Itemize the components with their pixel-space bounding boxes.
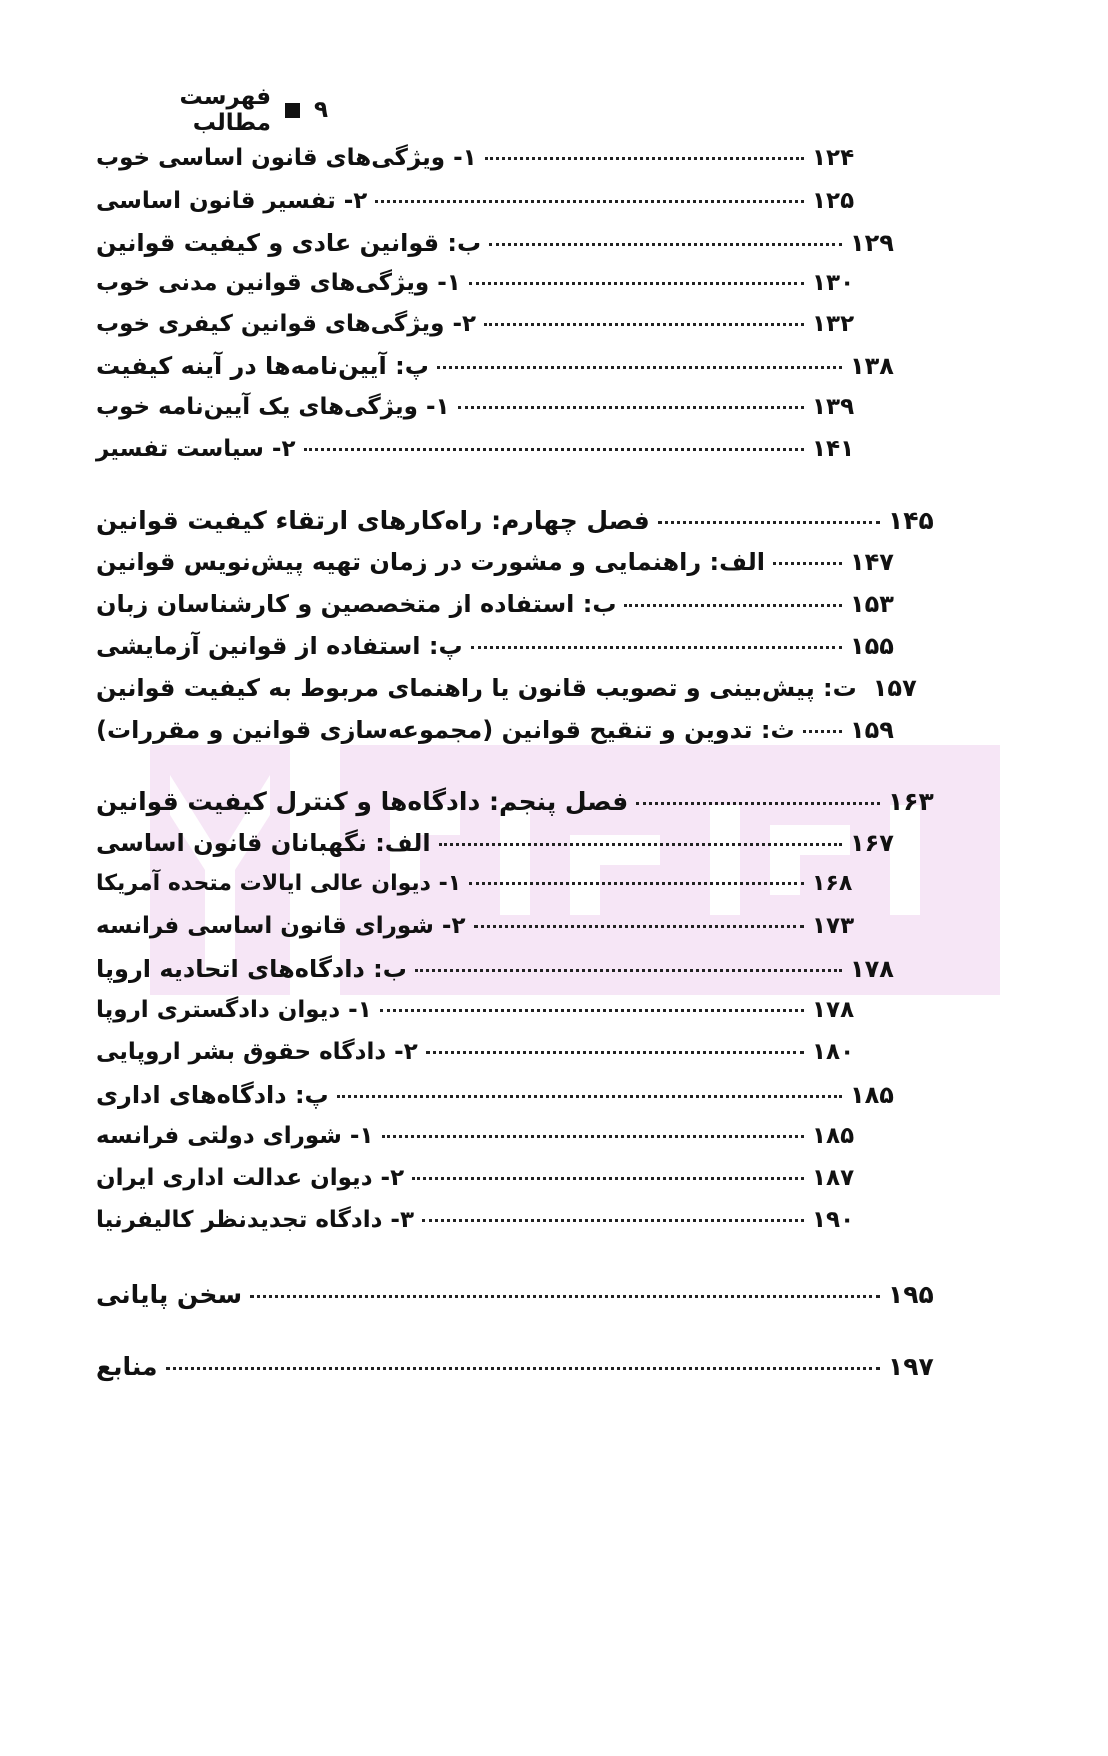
toc-entry[interactable] — [96, 1352, 940, 1381]
toc-entry[interactable] — [96, 1207, 864, 1233]
toc-entry[interactable] — [96, 1039, 864, 1065]
toc-entry[interactable] — [96, 913, 864, 939]
toc-entry[interactable] — [96, 871, 864, 896]
toc-entry[interactable] — [96, 674, 917, 702]
toc-entry-title: ث: تدوین و تنقیح قوانین (مجموعه‌سازی قوانین و مقررات) — [96, 716, 795, 744]
dot-leader — [439, 843, 842, 846]
toc-entry-page: ۱۶۸ — [812, 871, 853, 896]
toc-entry-page: ۱۵۹ — [850, 716, 894, 744]
dot-leader — [469, 282, 804, 285]
dot-leader — [415, 969, 842, 972]
dot-leader — [382, 1135, 805, 1138]
toc-entry-title: ت: پیش‌بینی و تصویب قانون یا راهنمای مربوط به کیفیت قوانین — [96, 674, 857, 702]
header-title: فهرست مطالب — [179, 84, 272, 136]
toc-entry-title: ۲- دادگاه حقوق بشر اروپایی — [96, 1039, 418, 1065]
toc-entry-page: ۱۸۵ — [812, 1123, 855, 1149]
dot-leader — [803, 730, 842, 733]
toc-entry[interactable] — [96, 632, 902, 660]
dot-leader — [412, 1177, 804, 1180]
toc-entry[interactable] — [96, 188, 864, 214]
toc-entry-title: ۲- شورای قانون اساسی فرانسه — [96, 913, 466, 939]
dot-leader — [304, 448, 804, 451]
toc-entry-title: ۱- دیوان عالی ایالات متحده آمریکا — [96, 871, 462, 896]
dot-leader — [485, 157, 804, 160]
toc-entry[interactable] — [96, 716, 902, 744]
toc-entry-page: ۱۳۰ — [812, 270, 855, 296]
toc-entry-title: ۲- سیاست تفسیر — [96, 436, 296, 462]
dot-leader — [437, 366, 842, 369]
toc-entry[interactable] — [96, 548, 902, 576]
toc-entry-page: ۱۳۸ — [850, 352, 894, 380]
toc-entry[interactable] — [96, 229, 902, 257]
toc-entry[interactable] — [96, 352, 902, 380]
toc-entry-title: ب: قوانین عادی و کیفیت قوانین — [96, 229, 482, 257]
toc-entry-page: ۱۶۷ — [850, 829, 894, 857]
toc-entry-title: ۱- دیوان دادگستری اروپا — [96, 997, 372, 1023]
toc-entry[interactable] — [96, 787, 940, 816]
toc-entry[interactable] — [96, 506, 940, 535]
toc-entry-page: ۱۴۱ — [812, 436, 855, 462]
toc-entry-page: ۱۵۳ — [850, 590, 894, 618]
toc-entry-page: ۱۸۵ — [850, 1081, 894, 1109]
dot-leader — [380, 1009, 804, 1012]
toc-entry-page: ۱۳۲ — [812, 311, 855, 337]
toc-entry[interactable] — [96, 145, 864, 171]
dot-leader — [469, 882, 804, 885]
toc-entry-title: الف: نگهبانان قانون اساسی — [96, 829, 431, 857]
dot-leader — [375, 200, 804, 203]
toc-entry-title: ۱- ویژگی‌های قوانین مدنی خوب — [96, 270, 461, 296]
toc-entry-title: ۲- تفسیر قانون اساسی — [96, 188, 368, 214]
dot-leader — [422, 1219, 804, 1222]
toc-entry-title: پ: دادگاه‌های اداری — [96, 1081, 329, 1109]
toc-entry-title: ۱- ویژگی‌های قانون اساسی خوب — [96, 145, 477, 171]
toc-entry-page: ۱۶۳ — [888, 787, 934, 816]
toc-entry-page: ۱۸۷ — [812, 1165, 855, 1191]
toc-entry-page: ۱۸۰ — [812, 1039, 855, 1065]
toc-entry[interactable] — [96, 1081, 902, 1109]
dot-leader — [484, 323, 804, 326]
toc-entry-page: ۱۲۴ — [812, 145, 855, 171]
toc-entry[interactable] — [96, 1280, 940, 1309]
dot-leader — [458, 406, 804, 409]
toc-entry-page: ۱۲۹ — [850, 229, 894, 257]
toc-entry-title: ب: استفاده از متخصصین و کارشناسان زبان — [96, 590, 617, 618]
dot-leader — [166, 1367, 880, 1370]
toc-entry-page: ۱۵۵ — [850, 632, 894, 660]
toc-entry-title: فصل چهارم: راه‌کارهای ارتقاء کیفیت قوانین — [96, 506, 650, 535]
toc-entry[interactable] — [96, 270, 864, 296]
toc-entry-page: ۱۵۷ — [872, 674, 917, 702]
toc-entry[interactable] — [96, 311, 864, 337]
toc-entry-title: ۱- ویژگی‌های یک آیین‌نامه خوب — [96, 394, 450, 420]
dot-leader — [471, 646, 842, 649]
toc-entry-title: فصل پنجم: دادگاه‌ها و کنترل کیفیت قوانین — [96, 787, 629, 816]
dot-leader — [773, 562, 842, 565]
toc-entry-title: ب: دادگاه‌های اتحادیه اروپا — [96, 955, 407, 983]
toc-entry-title: پ: استفاده از قوانین آزمایشی — [96, 632, 463, 660]
toc-entry[interactable] — [96, 829, 902, 857]
toc-entry-page: ۱۷۸ — [812, 997, 855, 1023]
toc-entry[interactable] — [96, 436, 864, 462]
toc-entry-title: سخن پایانی — [96, 1280, 243, 1309]
dot-leader — [658, 521, 880, 524]
toc-entry-title: ۲- دیوان عدالت اداری ایران — [96, 1165, 405, 1191]
toc-entry-title: ۱- شورای دولتی فرانسه — [96, 1123, 374, 1149]
toc-entry[interactable] — [96, 590, 902, 618]
toc-entry[interactable] — [96, 1165, 864, 1191]
toc-entry-page: ۱۴۷ — [850, 548, 894, 576]
toc-entry-page: ۱۷۳ — [812, 913, 855, 939]
toc-entry-page: ۱۹۷ — [888, 1352, 934, 1381]
toc-entry[interactable] — [96, 1123, 864, 1149]
toc-entry-page: ۱۲۵ — [812, 188, 855, 214]
toc-entry[interactable] — [96, 997, 864, 1023]
dot-leader — [337, 1095, 842, 1098]
toc-entry-page: ۱۴۵ — [888, 506, 934, 535]
toc-entry-title: ۳- دادگاه تجدیدنظر کالیفرنیا — [96, 1207, 415, 1233]
header-page-number: ۹ — [313, 97, 328, 123]
toc-entry-page: ۱۹۵ — [888, 1280, 934, 1309]
toc-entry-title: ۲- ویژگی‌های قوانین کیفری خوب — [96, 311, 477, 337]
toc-entry-page: ۱۳۹ — [812, 394, 855, 420]
dot-leader — [474, 925, 804, 928]
dot-leader — [250, 1295, 880, 1298]
toc-entry[interactable] — [96, 394, 864, 420]
dot-leader — [489, 243, 842, 246]
toc-entry-page: ۱۹۰ — [812, 1207, 855, 1233]
toc-entry-page: ۱۷۸ — [850, 955, 894, 983]
toc-entry-title: پ: آیین‌نامه‌ها در آینه کیفیت — [96, 352, 429, 380]
dot-leader — [636, 802, 880, 805]
dot-leader — [426, 1051, 804, 1054]
toc-entry[interactable] — [96, 955, 902, 983]
toc-entry-title: الف: راهنمایی و مشورت در زمان تهیه پیش‌نویس قوانین — [96, 548, 765, 576]
dot-leader — [624, 604, 842, 607]
toc-entry-title: منابع — [96, 1352, 158, 1381]
